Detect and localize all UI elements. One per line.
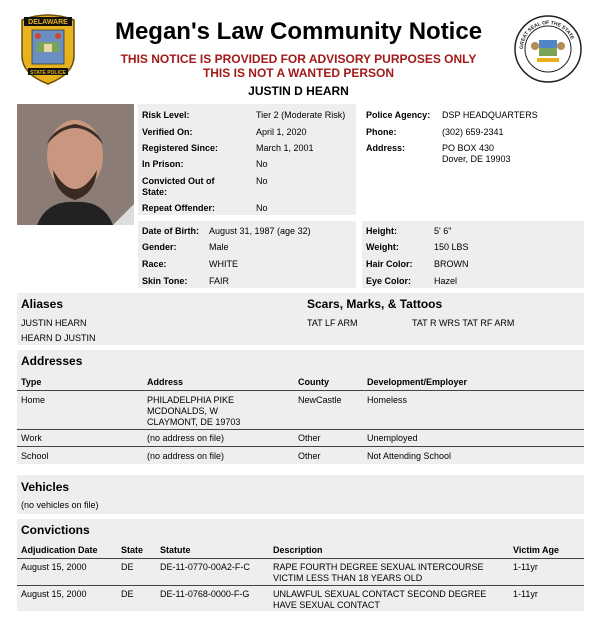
adjudication-date-header: Adjudication Date — [21, 545, 98, 555]
conviction-row-victim-age: 1-11yr — [513, 589, 538, 599]
convicted-out-of-state-label: Convicted Out of — [142, 176, 215, 186]
offender-name: JUSTIN D HEARN — [248, 84, 349, 98]
registered-since-label: Registered Since: — [142, 143, 219, 153]
risk-level-label: Risk Level: — [142, 110, 190, 120]
notice-title: Megan's Law Community Notice — [114, 18, 483, 45]
alias-item: JUSTIN HEARN — [21, 318, 87, 328]
conviction-row-description-1: UNLAWFUL SEXUAL CONTACT SECOND DEGREE — [273, 589, 487, 599]
phone-value: (302) 659-2341 — [442, 127, 504, 137]
hair-color-label: Hair Color: — [366, 259, 413, 269]
alias-item: HEARN D JUSTIN — [21, 333, 96, 343]
offender-photo — [17, 104, 134, 225]
height-value: 5' 6" — [434, 226, 452, 236]
repeat-offender-label: Repeat Offender: — [142, 203, 216, 213]
race-value: WHITE — [209, 259, 238, 269]
aliases-title: Aliases — [21, 297, 64, 311]
address-row-line-1: (no address on file) — [147, 451, 225, 461]
address-type-header: Type — [21, 377, 42, 387]
statute-header: Statute — [160, 545, 191, 555]
addresses-title: Addresses — [21, 354, 83, 368]
conviction-row-statute: DE-11-0768-0000-F-G — [160, 589, 250, 599]
address-row-divider — [17, 429, 584, 430]
dob-value: August 31, 1987 (age 32) — [209, 226, 311, 236]
in-prison-label: In Prison: — [142, 159, 184, 169]
address-row-line-2: MCDONALDS, W — [147, 406, 219, 416]
skin-tone-label: Skin Tone: — [142, 276, 188, 286]
address-row-county: Other — [298, 433, 321, 443]
conviction-row-description-2: VICTIM LESS THAN 18 YEARS OLD — [273, 573, 423, 583]
eye-color-value: Hazel — [434, 276, 458, 286]
victim-age-header: Victim Age — [513, 545, 560, 555]
gender-label: Gender: — [142, 242, 177, 252]
state-header: State — [121, 545, 144, 555]
agency-address-line-1: PO BOX 430 — [442, 143, 495, 153]
agency-address-label: Address: — [366, 143, 406, 153]
address-row-development: Unemployed — [367, 433, 418, 443]
conviction-row-statute: DE-11-0770-00A2-F-C — [160, 562, 250, 572]
race-label: Race: — [142, 259, 167, 269]
weight-value: 150 LBS — [434, 242, 469, 252]
advisory-line-1: THIS NOTICE IS PROVIDED FOR ADVISORY PURPOSES ONLY — [120, 52, 477, 66]
conviction-row-victim-age: 1-11yr — [513, 562, 538, 572]
county-header: County — [298, 377, 329, 387]
risk-level-value: Tier 2 (Moderate Risk) — [256, 110, 346, 120]
conviction-row-description-1: RAPE FOURTH DEGREE SEXUAL INTERCOURSE — [273, 562, 484, 572]
conviction-row-state: DE — [121, 589, 134, 599]
conviction-row-date: August 15, 2000 — [21, 589, 87, 599]
convictions-header-divider — [17, 558, 584, 559]
repeat-offender-value: No — [256, 203, 268, 213]
registered-since-value: March 1, 2001 — [256, 143, 314, 153]
scar-item: TAT R WRS TAT RF ARM — [412, 318, 515, 328]
vehicles-title: Vehicles — [21, 480, 70, 494]
address-row-county: NewCastle — [298, 395, 342, 405]
svg-text:STATE POLICE: STATE POLICE — [30, 70, 66, 76]
scar-item: TAT LF ARM — [307, 318, 358, 328]
address-row-county: Other — [298, 451, 321, 461]
police-agency-value: DSP HEADQUARTERS — [442, 110, 538, 120]
conviction-row-divider — [17, 585, 584, 586]
verified-on-value: April 1, 2020 — [256, 127, 307, 137]
vehicles-empty-text: (no vehicles on file) — [21, 500, 99, 510]
svg-text:DELAWARE: DELAWARE — [28, 19, 68, 26]
police-agency-label: Police Agency: — [366, 110, 431, 120]
address-row-development: Not Attending School — [367, 451, 452, 461]
gender-value: Male — [209, 242, 229, 252]
address-row-line-1: PHILADELPHIA PIKE — [147, 395, 235, 405]
verified-on-label: Verified On: — [142, 127, 193, 137]
skin-tone-value: FAIR — [209, 276, 230, 286]
agency-address-line-2: Dover, DE 19903 — [442, 154, 511, 164]
conviction-row-description-2: HAVE SEXUAL CONTACT — [273, 600, 380, 610]
hair-color-value: BROWN — [434, 259, 469, 269]
in-prison-value: No — [256, 159, 268, 169]
height-label: Height: — [366, 226, 397, 236]
description-header: Description — [273, 545, 323, 555]
address-row-type: Work — [21, 433, 42, 443]
address-header-divider — [17, 390, 584, 391]
svg-text:GREAT SEAL OF THE STATE: GREAT SEAL OF THE STATE — [518, 19, 575, 50]
conviction-row-state: DE — [121, 562, 134, 572]
address-row-line-1: (no address on file) — [147, 433, 225, 443]
weight-label: Weight: — [366, 242, 399, 252]
dob-label: Date of Birth: — [142, 226, 199, 236]
convicted-out-of-state-value: No — [256, 176, 268, 186]
development-header: Development/Employer — [367, 377, 468, 387]
address-row-development: Homeless — [367, 395, 408, 405]
address-header: Address — [147, 377, 184, 387]
convictions-title: Convictions — [21, 523, 90, 537]
convicted-out-of-state-label-2: State: — [142, 187, 168, 197]
vehicles-section — [17, 475, 584, 514]
address-row-type: School — [21, 451, 49, 461]
conviction-row-date: August 15, 2000 — [21, 562, 87, 572]
address-row-type: Home — [21, 395, 46, 405]
scars-title: Scars, Marks, & Tattoos — [307, 297, 443, 311]
phone-label: Phone: — [366, 127, 397, 137]
address-row-divider — [17, 446, 584, 447]
eye-color-label: Eye Color: — [366, 276, 412, 286]
address-row-line-3: CLAYMONT, DE 19703 — [147, 417, 241, 427]
advisory-line-2: THIS IS NOT A WANTED PERSON — [202, 66, 395, 80]
